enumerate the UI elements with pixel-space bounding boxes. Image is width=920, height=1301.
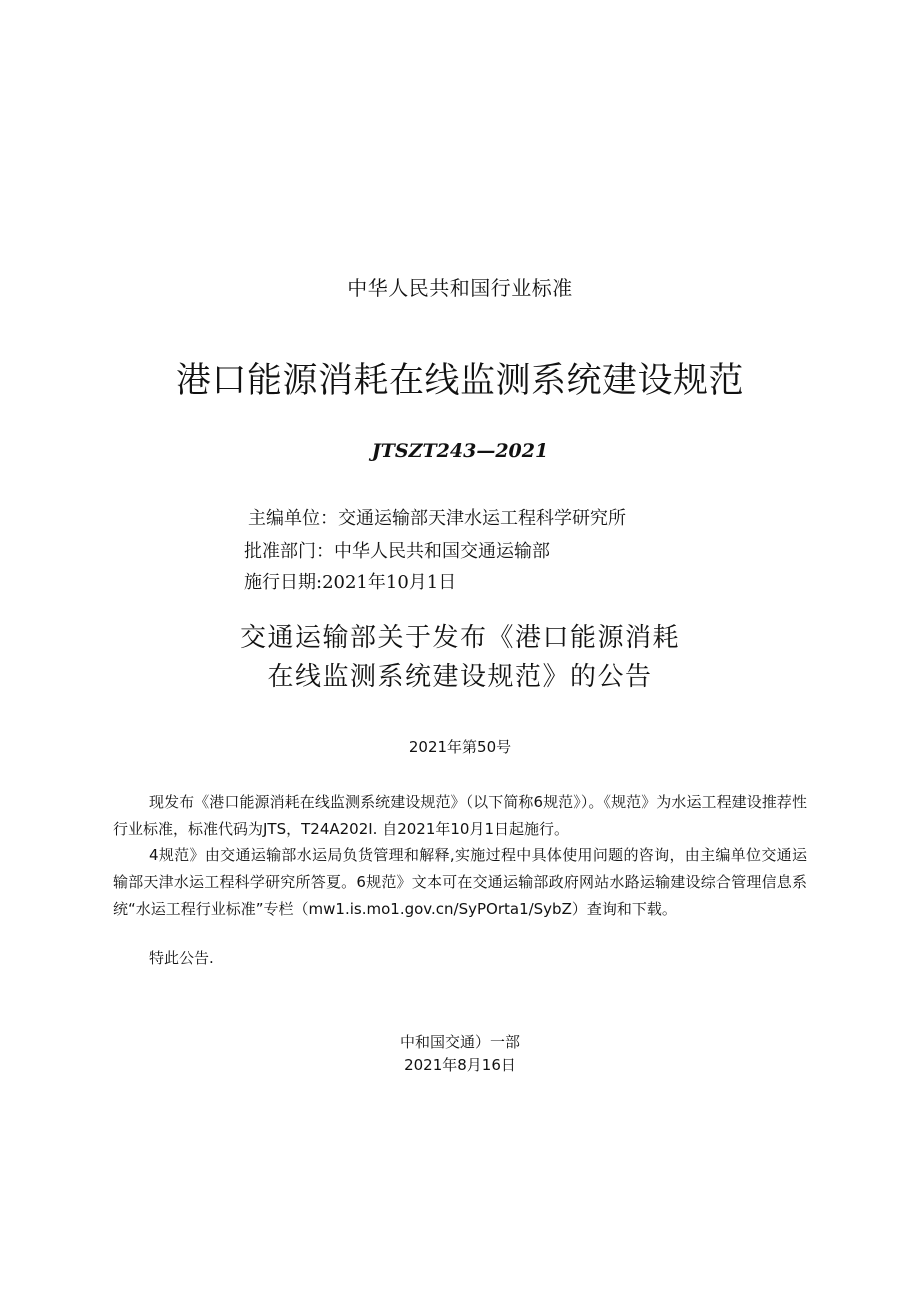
notice-title-line-2: 在线监测系统建设规范》的公告 — [267, 662, 653, 692]
signature-issuer: 中和国交通）一部 — [399, 1033, 520, 1051]
notice-number: 2021年第50号 — [408, 738, 512, 756]
standard-category: 中华人民共和国行业标准 — [347, 276, 573, 300]
notice-title-line-1: 交通运输部关于发布《港口能源消耗 — [239, 623, 680, 653]
editor-unit: 主编单位：交通运输部天津水运工程科学研究所 — [248, 508, 626, 529]
document-title: 港口能源消耗在线监测系统建设规范 — [175, 361, 744, 401]
notice-paragraph: 特此公告. — [149, 949, 214, 967]
signature-date: 2021年8月16日 — [404, 1056, 516, 1074]
approving-department: 批准部门：中华人民共和国交通运输部 — [244, 541, 550, 562]
notice-paragraph: 4规范》由交通运输部水运局负货管理和解释,实施过程中具体使用问题的咨询，由主编单位交通运输部天津水运工程科学研究所答夏。6规范》文本可在交通运输部政府网站水路运输建设综合管理信息系统“水运工程行业标准”专栏（mw1.is.mo1.gov.cn/SyPOrta1/SybZ）查询和下载。 — [113, 846, 807, 918]
standard-code: JTSZT243—2021 — [371, 440, 549, 462]
effective-date: 施行日期:2021年10月1日 — [244, 572, 457, 593]
notice-paragraph: 现发布《港口能源消耗在线监测系统建设规范》（以下简称6规范》）。《规范》为水运工程建设推荐性行业标准，标准代码为JTS，T24A202I. 自2021年10月1日起施行。 — [113, 793, 807, 838]
